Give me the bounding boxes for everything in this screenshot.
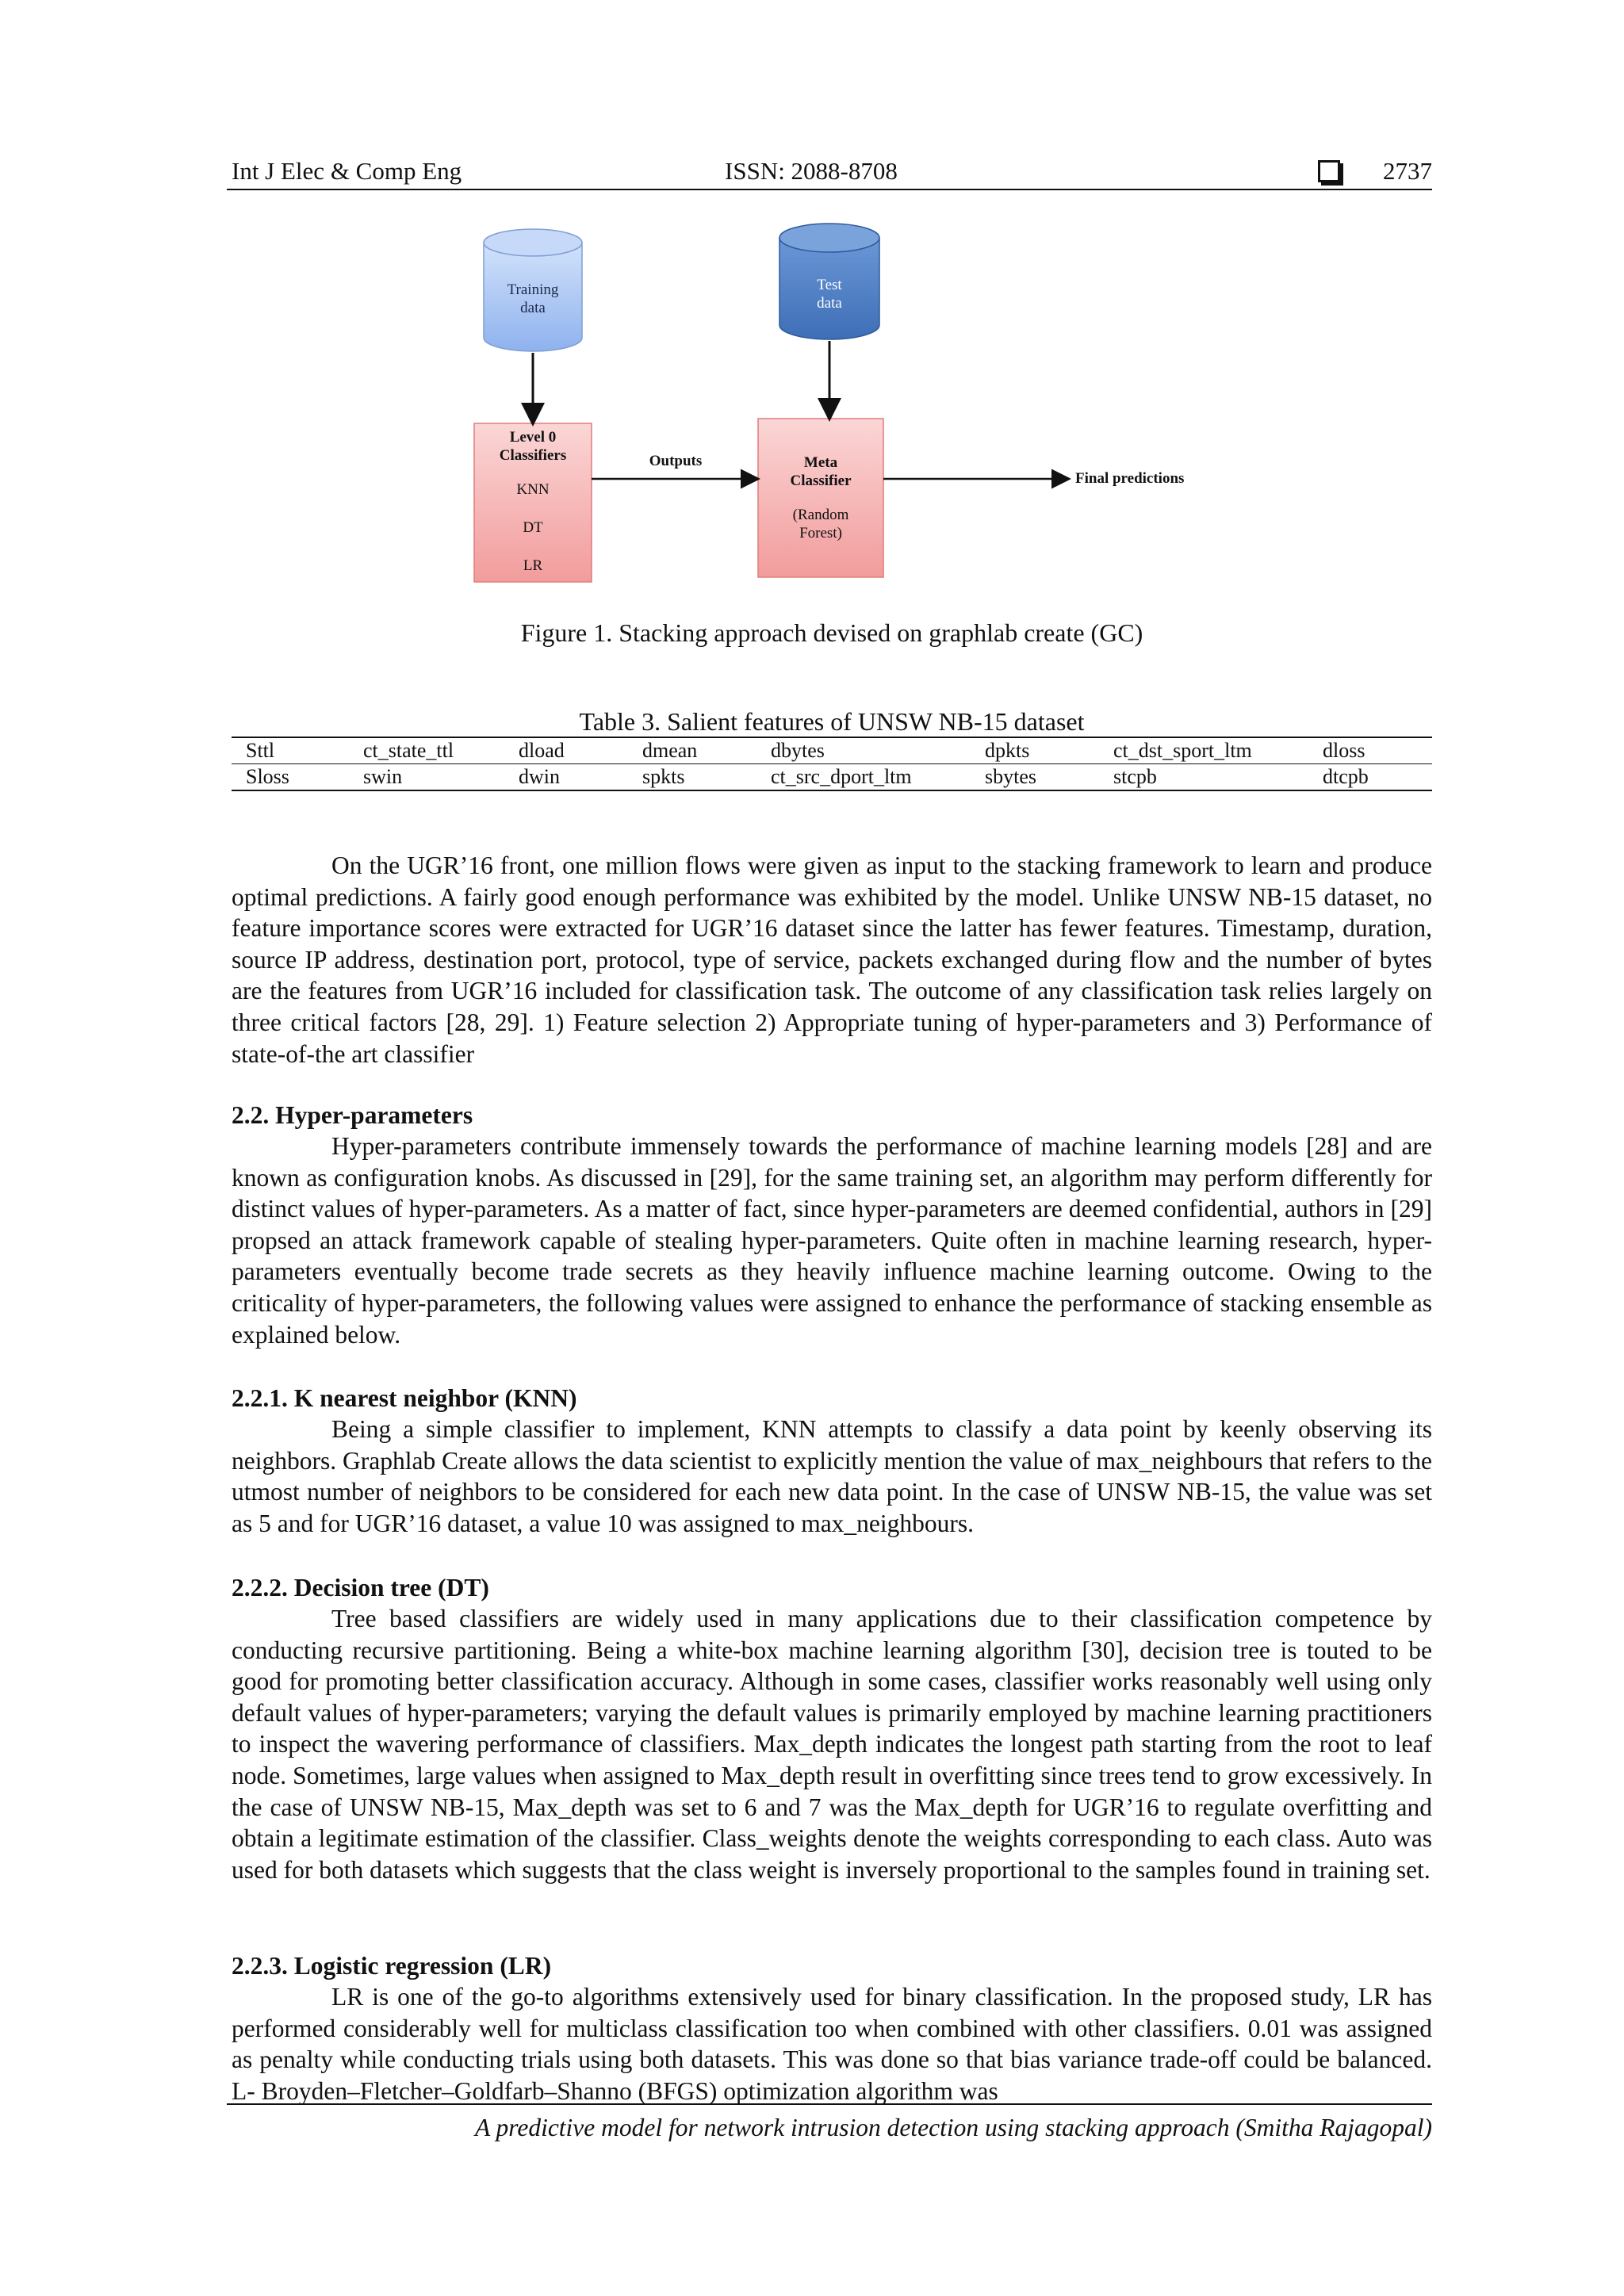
paragraph-knn: Being a simple classifier to implement, KNN attempts to classify a data point by keenly observing its neighbors. Graphlab Create allows the data scientist to explicitly mention the value of max_neighbours that refers to the utmost number of neighbors to be considered for each new data point. In the case of UNSW NB-15, the value was set as 5 and for UGR’16 dataset, a value 10 was assigned to max_neighbours. xyxy=(232,1415,1432,1537)
section-heading-2-2-1: 2.2.1. K nearest neighbor (KNN) xyxy=(232,1384,577,1412)
table-row xyxy=(232,737,1432,764)
outputs-label: Outputs xyxy=(649,453,703,469)
table-cell: Sttl xyxy=(232,737,349,764)
table-cell: Sloss xyxy=(232,764,349,791)
table-cell: sbytes xyxy=(971,764,1099,791)
paragraph-hyper-parameters: Hyper-parameters contribute immensely towards the performance of machine learning models [28] and are known as configuration knobs. As discussed in [29], for the same training set, an algorithm may perform differently for distinct values of hyper-parameters. As a matter of fact, since hyper-parameters are deemed confidential, authors in [29] propsed an attack framework capable of stealing hyper-parameters. Quite often in machine learning research, hyper-parameters eventually become trade secrets as they heavily influence machine learning outcome. Owing to the criticality of hyper-parameters, the following values were assigned to enhance the performance of stacking ensemble as explained below. xyxy=(232,1132,1432,1349)
table-cell: dpkts xyxy=(971,737,1099,764)
level0-item-knn: KNN xyxy=(516,481,550,498)
final-predictions-label: Final predictions xyxy=(1075,470,1185,487)
running-header xyxy=(232,155,1432,190)
table-cell: ct_dst_sport_ltm xyxy=(1099,737,1308,764)
meta-classifier-box xyxy=(758,419,883,577)
square-bullet-icon xyxy=(1318,160,1340,182)
header-rule xyxy=(227,189,1432,190)
journal-name: Int J Elec & Comp Eng xyxy=(232,157,462,185)
section-heading-2-2-2: 2.2.2. Decision tree (DT) xyxy=(232,1574,489,1601)
training-data-label: Training data xyxy=(507,281,559,316)
paragraph-logistic-regression: LR is one of the go-to algorithms extensively used for binary classification. In the proposed study, LR has performed considerably well for multiclass classification too when combined with other classifiers. 0.01 was assigned as penalty while conducting trials using both datasets. This was done so that bias variance trade-off could be balanced. L- Broyden–Fletcher–Goldfarb–Shanno (BFGS) optimization algorithm was xyxy=(232,1983,1432,2105)
table-cell: ct_state_ttl xyxy=(349,737,504,764)
table-cell: dwin xyxy=(504,764,628,791)
figure-1 xyxy=(444,214,1237,595)
table-cell: swin xyxy=(349,764,504,791)
level0-title: Level 0 Classifiers xyxy=(499,429,567,464)
section-heading-2-2: 2.2. Hyper-parameters xyxy=(232,1101,473,1129)
paragraph-decision-tree: Tree based classifiers are widely used in many applications due to their classification competence by conducting recursive partitioning. Being a white-box machine learning algorithm [30], decision tree is touted to be good for promoting better classification accuracy. Although in some cases, classifier works reasonably well using only default values of hyper-parameters; varying the default values is primarily employed by machine learning practitioners to inspect the wavering performance of classifiers. Max_depth indicates the longest path starting from the root to leaf node. Sometimes, large values when assigned to Max_depth result in overfitting since trees tend to grow excessively. In the case of UNSW NB-15, Max_depth was set to 6 and 7 was the Max_depth for UGR’16 to regulate overfitting and obtain a legitimate estimation of the classifier. Class_weights denote the weights corresponding to each class. Auto was used for both datasets which suggests that the class weight is inversely proportional to the samples found in training set. xyxy=(232,1605,1432,1884)
table-caption: Table 3. Salient features of UNSW NB-15 dataset xyxy=(579,707,1085,736)
table-cell: dtcpb xyxy=(1308,764,1432,791)
test-data-label: Test data xyxy=(817,277,842,312)
footer-rule xyxy=(227,2103,1432,2105)
paragraph-ugr16: On the UGR’16 front, one million flows were given as input to the stacking framework to learn and produce optimal predictions. A fairly good enough performance was exhibited by the model. Unlike UNSW NB-15 dataset, no feature importance scores were extracted for UGR’16 dataset since the latter has fewer features. Timestamp, duration, source IP address, destination port, protocol, type of service, packets exchanged during flow and the number of bytes are the features from UGR’16 included for classification task. The outcome of any classification task relies largely on three critical factors [28, 29]. 1) Feature selection 2) Appropriate tuning of hyper-parameters and 3) Performance of state-of-the art classifier xyxy=(232,851,1432,1068)
features-table xyxy=(232,737,1432,791)
table-cell: dmean xyxy=(628,737,756,764)
table-cell: stcpb xyxy=(1099,764,1308,791)
table-cell: ct_src_dport_ltm xyxy=(756,764,971,791)
level0-item-lr: LR xyxy=(523,557,543,574)
issn: ISSN: 2088-8708 xyxy=(725,157,898,185)
table-cell: spkts xyxy=(628,764,756,791)
table-row xyxy=(232,764,1432,791)
running-footer: A predictive model for network intrusion detection using stacking approach (Smitha Rajagopal) xyxy=(474,2114,1432,2141)
table-cell: dbytes xyxy=(756,737,971,764)
table-cell: dload xyxy=(504,737,628,764)
section-heading-2-2-3: 2.2.3. Logistic regression (LR) xyxy=(232,1952,552,1980)
table-cell: dloss xyxy=(1308,737,1432,764)
figure-caption: Figure 1. Stacking approach devised on graphlab create (GC) xyxy=(520,618,1143,647)
page-number: 2737 xyxy=(1383,157,1432,185)
level0-item-dt: DT xyxy=(523,519,543,536)
meta-classifier-title: Meta Classifier xyxy=(790,454,852,489)
meta-classifier-detail: (Random Forest) xyxy=(792,507,849,541)
